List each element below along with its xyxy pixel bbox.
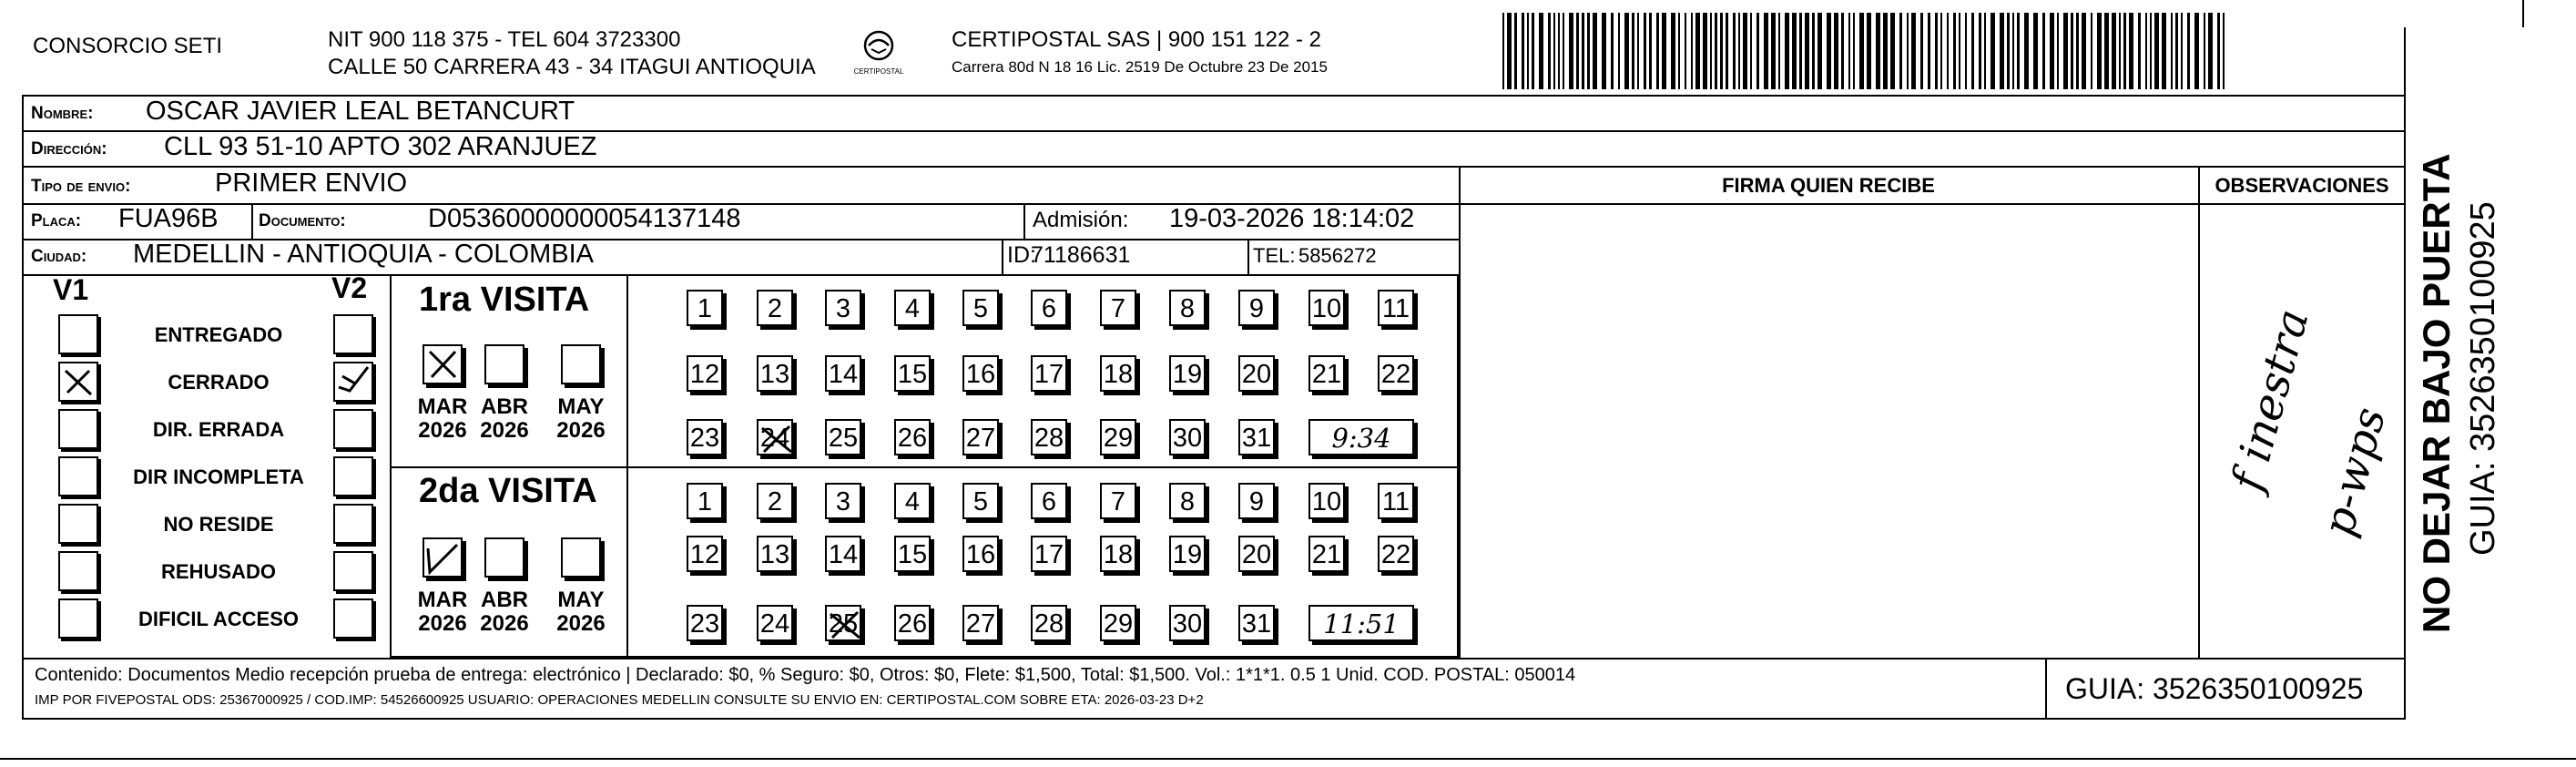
barcode-bar (1710, 13, 1712, 89)
barcode-bar (1720, 13, 1723, 89)
day-box[interactable]: 20 (1238, 536, 1275, 572)
tel-label: TEL: (1253, 244, 1296, 267)
firma-header: FIRMA QUIEN RECIBE (1722, 174, 1935, 197)
month-name: ABR (481, 588, 528, 612)
barcode-bar (1502, 13, 1504, 89)
documento-value: D05360000000054137148 (428, 204, 741, 233)
barcode-bar (2175, 13, 2178, 89)
barcode-bar (1662, 13, 1666, 89)
side-guia: GUIA: 3526350100925 (2464, 201, 2502, 556)
barcode-bar (1632, 13, 1634, 89)
barcode-bar (2050, 13, 2054, 89)
barcode-bar (1656, 13, 1659, 89)
visit-divider-horizontal (390, 466, 1459, 468)
barcode-bar (1593, 13, 1597, 89)
day-box[interactable]: 20 (1238, 355, 1275, 392)
barcode-bar (1959, 13, 1960, 89)
barcode-bar (2063, 13, 2068, 89)
day-box[interactable]: 31 (1238, 605, 1275, 641)
barcode-bar (1848, 13, 1850, 89)
day-box[interactable]: 5 (962, 483, 999, 519)
barcode-bar (1834, 13, 1838, 89)
barcode (1502, 13, 2231, 89)
barcode-bar (1743, 13, 1747, 89)
barcode-bar (2104, 13, 2109, 89)
month-year: 2026 (556, 611, 606, 636)
placa-value: FUA96B (118, 204, 219, 233)
nombre-label: Nombre: (31, 104, 94, 123)
barcode-bar (2000, 13, 2004, 89)
barcode-bar (2194, 13, 2199, 89)
row-line (22, 166, 2406, 168)
barcode-bar (2123, 13, 2126, 89)
v1-checkbox[interactable] (58, 598, 98, 639)
x-mark-icon (424, 346, 461, 383)
barcode-bar (1899, 13, 1902, 89)
barcode-bar (1785, 13, 1789, 89)
v1-checkbox[interactable] (58, 551, 98, 591)
barcode-bar (1778, 13, 1780, 89)
logo-caption: CERTIPOSTAL (853, 67, 904, 76)
barcode-bar (2091, 13, 2092, 89)
barcode-bar (1907, 13, 1909, 89)
day-box[interactable]: 1 (687, 483, 723, 519)
v2-checkbox[interactable] (333, 314, 373, 354)
barcode-bar (2012, 13, 2014, 89)
barcode-bar (1928, 13, 1930, 89)
barcode-bar (1799, 13, 1802, 89)
day-box[interactable]: 13 (757, 536, 793, 572)
v2-label: V2 (331, 271, 368, 304)
tipo-label: Tipo de envio: (31, 177, 131, 196)
month-label (473, 588, 536, 636)
barcode-bar (2024, 13, 2029, 89)
status-option-label: DIR INCOMPLETA (133, 465, 304, 488)
barcode-bar (1715, 13, 1717, 89)
month-label (411, 588, 474, 636)
barcode-bar (1911, 13, 1916, 89)
certipostal-line1: CERTIPOSTAL SAS | 900 151 122 - 2 (952, 27, 1321, 52)
day-box[interactable]: 19 (1169, 355, 1206, 392)
barcode-bar (2154, 13, 2159, 89)
day-box[interactable]: 19 (1169, 536, 1206, 572)
direccion-label: Dirección: (31, 139, 107, 159)
obs-left-border (2198, 166, 2200, 658)
day-box[interactable]: 15 (894, 536, 931, 572)
barcode-bar (1984, 13, 1986, 89)
barcode-bar (1558, 13, 1560, 89)
month-checkbox[interactable] (561, 537, 601, 578)
day-box[interactable]: 29 (1100, 605, 1136, 641)
day-box[interactable]: 8 (1169, 483, 1206, 519)
barcode-bar (1671, 13, 1675, 89)
cell-divider (251, 203, 253, 239)
day-box[interactable]: 28 (1031, 605, 1067, 641)
v1-label: V1 (53, 273, 89, 306)
day-box[interactable]: 7 (1100, 290, 1136, 326)
barcode-bar (1703, 13, 1707, 89)
day-box[interactable]: 8 (1169, 290, 1206, 326)
side-no-dejar: NO DEJAR BAJO PUERTA (2415, 153, 2458, 633)
cell-divider (1023, 203, 1025, 239)
barcode-bar (1841, 13, 1844, 89)
barcode-bar (2217, 13, 2220, 89)
barcode-bar (1527, 13, 1529, 89)
barcode-bar (1890, 13, 1895, 89)
day-box[interactable]: 24 (757, 605, 793, 641)
barcode-bar (1548, 13, 1551, 89)
day-box[interactable]: 4 (894, 483, 931, 519)
barcode-bar (1965, 13, 1967, 89)
day-box[interactable]: 23 (687, 605, 723, 641)
documento-label: Documento: (259, 211, 346, 230)
cell-divider (1002, 239, 1003, 274)
barcode-bar (2033, 13, 2038, 89)
barcode-bar (1649, 13, 1652, 89)
ciudad-value: MEDELLIN - ANTIOQUIA - COLOMBIA (133, 240, 594, 269)
barcode-bar (1935, 13, 1938, 89)
day-box[interactable]: 18 (1100, 355, 1136, 392)
check-mark-icon (335, 363, 372, 400)
barcode-bar (1507, 13, 1512, 89)
tipo-value: PRIMER ENVIO (215, 169, 408, 198)
barcode-bar (2082, 13, 2086, 89)
barcode-bar (2129, 13, 2133, 89)
guia-divider (2045, 658, 2047, 720)
day-box[interactable]: 12 (687, 536, 723, 572)
barcode-bar (1618, 13, 1620, 89)
barcode-bar (1812, 13, 1815, 89)
observaciones-header: OBSERVACIONES (2215, 174, 2389, 197)
barcode-bar (1514, 13, 1517, 89)
month-label (411, 395, 474, 443)
day-box[interactable]: 6 (1031, 483, 1067, 519)
barcode-bar (2138, 13, 2141, 89)
day-box[interactable]: 17 (1031, 355, 1067, 392)
barcode-bar (2071, 13, 2073, 89)
obs-handwriting-2: p-wps (2313, 402, 2397, 542)
day-box[interactable]: 25 (825, 605, 861, 641)
barcode-bar (1587, 13, 1590, 89)
day-box[interactable]: 2 (757, 483, 793, 519)
barcode-bar (2208, 13, 2213, 89)
v1-checkbox[interactable] (58, 409, 98, 449)
obs-handwriting-1: f inestra (2222, 303, 2319, 496)
day-box[interactable]: 1 (687, 290, 723, 326)
barcode-bar (2042, 13, 2045, 89)
month-year: 2026 (418, 418, 467, 443)
barcode-bar (1539, 13, 1543, 89)
barcode-bar (1817, 13, 1822, 89)
barcode-bar (1947, 13, 1949, 89)
day-box[interactable]: 14 (825, 536, 861, 572)
day-box[interactable]: 13 (757, 355, 793, 392)
month-name: MAR (417, 588, 468, 612)
barcode-bar (1691, 13, 1693, 89)
barcode-bar (1738, 13, 1740, 89)
barcode-bar (2204, 13, 2205, 89)
barcode-bar (1522, 13, 1524, 89)
month-year: 2026 (418, 611, 467, 636)
barcode-bar (1979, 13, 1981, 89)
day-box[interactable]: 18 (1100, 536, 1136, 572)
v1-checkbox[interactable] (58, 504, 98, 544)
barcode-bar (1991, 13, 1995, 89)
nit-line: NIT 900 118 375 - TEL 604 3723300 (328, 27, 681, 52)
day-box[interactable]: 30 (1169, 419, 1206, 455)
ciudad-label: Ciudad: (31, 247, 87, 266)
day-box[interactable]: 22 (1378, 536, 1414, 572)
barcode-bar (2150, 13, 2152, 89)
check-mark-icon (424, 539, 461, 576)
barcode-bar (1563, 13, 1564, 89)
barcode-bar (1764, 13, 1768, 89)
day-box[interactable]: 12 (687, 355, 723, 392)
day-box[interactable]: 14 (825, 355, 861, 392)
day-box[interactable]: 21 (1308, 355, 1345, 392)
month-checkbox[interactable] (561, 344, 601, 384)
x-mark-icon (60, 363, 97, 400)
firma-left-border (1459, 166, 1461, 658)
barcode-bar (1971, 13, 1974, 89)
barcode-bar (1695, 13, 1700, 89)
month-year: 2026 (556, 418, 606, 443)
barcode-bar (1602, 13, 1606, 89)
admision-label: Admisión: (1033, 208, 1129, 232)
barcode-bar (1792, 13, 1797, 89)
barcode-bar (2145, 13, 2147, 89)
status-option-label: DIR. ERRADA (152, 418, 285, 441)
barcode-bar (2017, 13, 2020, 89)
status-option-label: NO RESIDE (163, 513, 274, 536)
corner-mark (2522, 0, 2524, 27)
month-name: MAR (417, 394, 468, 419)
month-checkbox[interactable] (423, 537, 463, 578)
footer-contenido: Contenido: Documentos Medio recepción prueba de entrega: electrónico | Declarado: $0, % Seguro: $0, Otros: $0, Flete: $1,500, Total: $1,500. Vol.: 1*1*1. 0.5 1 Unid. COD. POSTAL: 050014 (35, 665, 1576, 685)
company-name: CONSORCIO SETI (33, 34, 223, 58)
v2-checkbox[interactable] (333, 598, 373, 639)
barcode-bar (1611, 13, 1614, 89)
barcode-bar (1827, 13, 1831, 89)
day-box[interactable]: 4 (894, 290, 931, 326)
day-box[interactable]: 3 (825, 483, 861, 519)
nombre-value: OSCAR JAVIER LEAL BETANCURT (146, 97, 575, 126)
barcode-bar (1726, 13, 1728, 89)
admision-value: 19-03-2026 18:14:02 (1169, 204, 1415, 233)
v2-checkbox[interactable] (333, 362, 373, 402)
barcode-bar (1569, 13, 1573, 89)
barcode-bar (1678, 13, 1680, 89)
status-option-label: CERRADO (168, 371, 270, 394)
v1-checkbox[interactable] (58, 314, 98, 354)
month-name: ABR (481, 394, 528, 419)
day-box[interactable]: 27 (962, 605, 999, 641)
month-name: MAY (557, 588, 605, 612)
day-box[interactable]: 9 (1238, 483, 1275, 519)
placa-label: Placa: (31, 211, 82, 230)
day-box[interactable]: 26 (894, 419, 931, 455)
barcode-bar (1876, 13, 1880, 89)
id-value: 71186631 (1031, 242, 1131, 268)
footer-imp: IMP POR FIVEPOSTAL ODS: 25367000925 / COD.IMP: 54526600925 USUARIO: OPERACIONES MEDELLIN CONSULTE SU ENVIO EN: CERTIPOSTAL.COM SOBRE ETA: 2026-03-23 D+2 (35, 692, 1204, 708)
barcode-bar (2076, 13, 2079, 89)
day-box[interactable]: 24 (757, 419, 793, 455)
month-year: 2026 (480, 611, 529, 636)
month-checkbox[interactable] (484, 537, 524, 578)
day-box[interactable]: 9 (1238, 290, 1275, 326)
barcode-bar (1576, 13, 1579, 89)
barcode-bar (2187, 13, 2190, 89)
barcode-bar (1859, 13, 1864, 89)
barcode-bar (1805, 13, 1809, 89)
day-box[interactable]: 29 (1100, 419, 1136, 455)
barcode-bar (1685, 13, 1686, 89)
day-box[interactable]: 30 (1169, 605, 1206, 641)
month-year: 2026 (480, 418, 529, 443)
barcode-bar (2119, 13, 2121, 89)
status-option-label: REHUSADO (161, 560, 276, 583)
status-option-label: DIFICIL ACCESO (137, 608, 299, 630)
barcode-bar (1883, 13, 1888, 89)
barcode-bar (1953, 13, 1956, 89)
day-box[interactable]: 17 (1031, 536, 1067, 572)
v2-checkbox[interactable] (333, 551, 373, 591)
v2-checkbox[interactable] (333, 409, 373, 449)
status-option-label: ENTREGADO (154, 323, 283, 346)
barcode-bar (1853, 13, 1855, 89)
barcode-bar (2057, 13, 2059, 89)
barcode-bar (2112, 13, 2116, 89)
day-box[interactable]: 7 (1100, 483, 1136, 519)
id-label: ID: (1007, 242, 1036, 268)
month-label (549, 588, 613, 636)
day-box[interactable]: 10 (1308, 483, 1345, 519)
v2-checkbox[interactable] (333, 504, 373, 544)
barcode-bar (2097, 13, 2102, 89)
month-label (473, 395, 536, 443)
barcode-bar (1920, 13, 1923, 89)
day-box[interactable]: 31 (1238, 419, 1275, 455)
barcode-bar (2181, 13, 2183, 89)
day-box[interactable]: 3 (825, 290, 861, 326)
day-box[interactable]: 23 (687, 419, 723, 455)
barcode-bar (1637, 13, 1639, 89)
v1-checkbox[interactable] (58, 362, 98, 402)
day-box[interactable]: 6 (1031, 290, 1067, 326)
day-box[interactable]: 16 (962, 355, 999, 392)
day-box[interactable]: 11 (1378, 483, 1414, 519)
month-label (549, 395, 613, 443)
paper-edge-bottom (0, 758, 2576, 760)
cell-divider (1247, 239, 1249, 274)
barcode-bar (1940, 13, 1942, 89)
day-box[interactable]: 11 (1378, 290, 1414, 326)
certipostal-logo (851, 27, 906, 78)
barcode-bar (1532, 13, 1534, 89)
footer-line (22, 658, 2406, 660)
barcode-bar (1553, 13, 1555, 89)
v2-checkbox[interactable] (333, 456, 373, 496)
v1-checkbox[interactable] (58, 456, 98, 496)
barcode-bar (1624, 13, 1629, 89)
barcode-bar (1867, 13, 1871, 89)
month-checkbox[interactable] (423, 344, 463, 384)
barcode-bar (2007, 13, 2010, 89)
day-box[interactable]: 25 (825, 419, 861, 455)
day-box[interactable]: 27 (962, 419, 999, 455)
barcode-bar (1756, 13, 1759, 89)
day-box[interactable]: 10 (1308, 290, 1345, 326)
barcode-bar (1644, 13, 1646, 89)
barcode-bar (2162, 13, 2166, 89)
day-box[interactable]: 21 (1308, 536, 1345, 572)
footer-guia: GUIA: 3526350100925 (2065, 672, 2364, 705)
day-box[interactable]: 26 (894, 605, 931, 641)
direccion-value: CLL 93 51-10 APTO 302 ARANJUEZ (164, 132, 597, 161)
time-box[interactable]: 9:34 (1308, 419, 1414, 455)
day-box[interactable]: 2 (757, 290, 793, 326)
day-box[interactable]: 22 (1378, 355, 1414, 392)
visit1-title: 1ra VISITA (419, 281, 590, 319)
tel-value: 5856272 (1298, 244, 1377, 267)
day-box[interactable]: 5 (962, 290, 999, 326)
day-box[interactable]: 15 (894, 355, 931, 392)
time-box[interactable]: 11:51 (1308, 605, 1414, 641)
visit2-title: 2da VISITA (419, 472, 597, 510)
address-line: CALLE 50 CARRERA 43 - 34 ITAGUI ANTIOQUIA (328, 55, 816, 79)
day-box[interactable]: 16 (962, 536, 999, 572)
barcode-bar (1733, 13, 1736, 89)
barcode-bar (1771, 13, 1776, 89)
barcode-bar (1582, 13, 1584, 89)
month-name: MAY (557, 394, 605, 419)
certipostal-line2: Carrera 80d N 18 16 Lic. 2519 De Octubre 23 De 2015 (952, 58, 1328, 76)
month-checkbox[interactable] (484, 344, 524, 384)
barcode-bar (2171, 13, 2173, 89)
barcode-bar (1750, 13, 1752, 89)
barcode-bar (2223, 13, 2225, 89)
day-box[interactable]: 28 (1031, 419, 1067, 455)
